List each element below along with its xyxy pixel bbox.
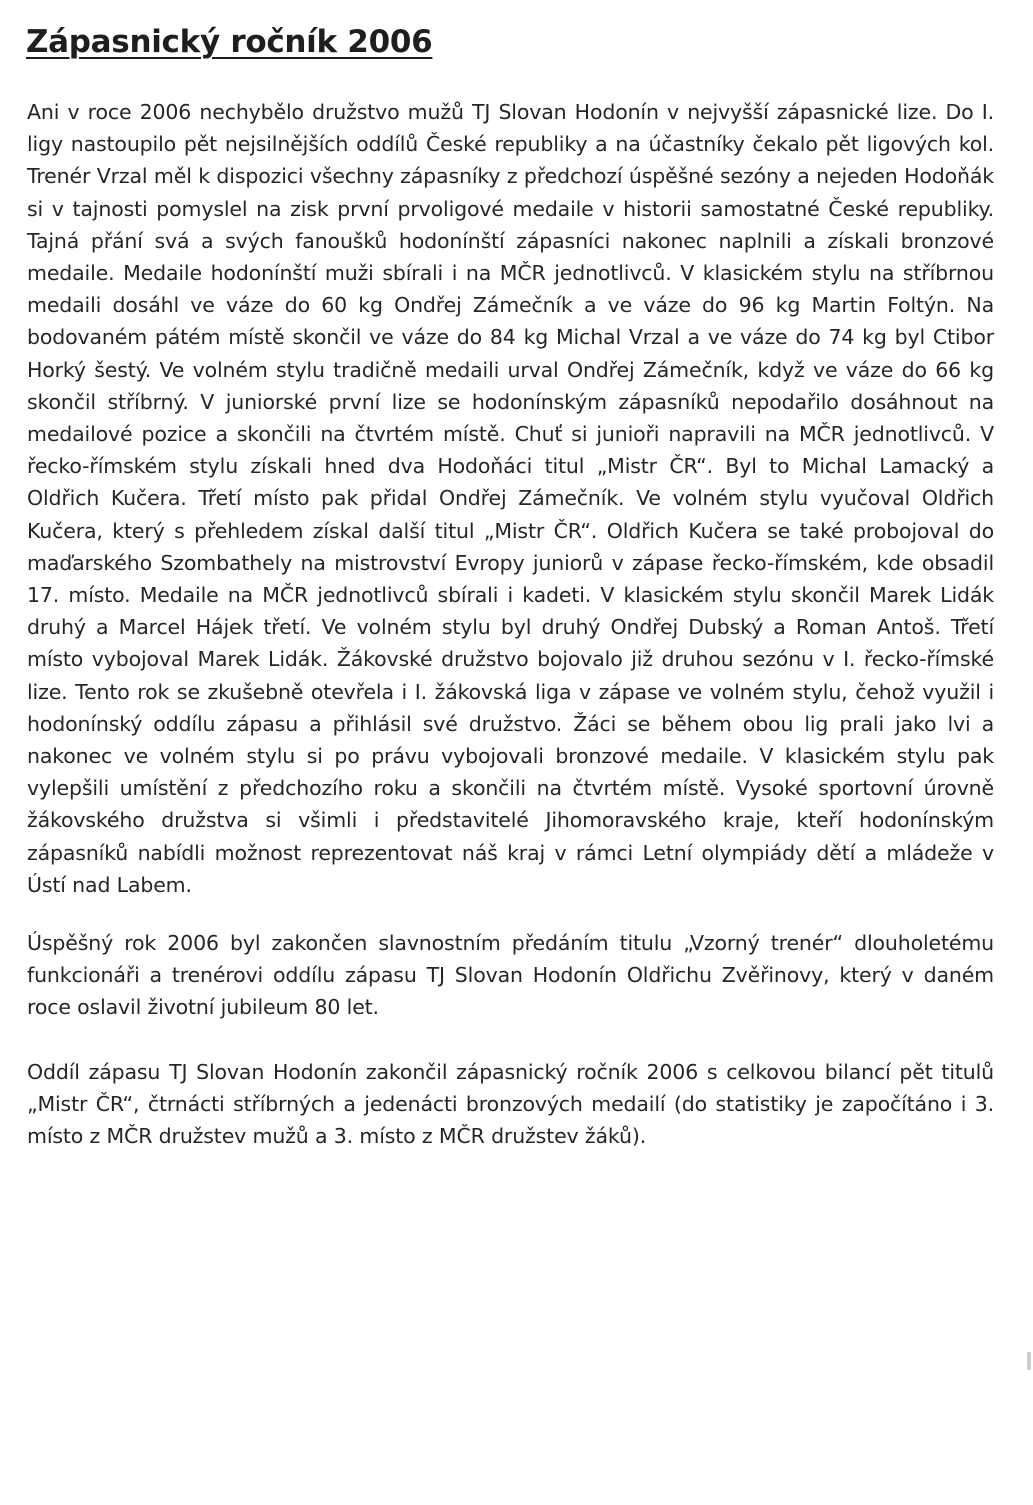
document-title: Zápasnický ročník 2006 [26,24,433,60]
scan-edge-mark [1027,1352,1031,1370]
paragraph-final-statistics: Oddíl zápasu TJ Slovan Hodonín zakončil zápasnický ročník 2006 s celkovou bilancí pět titulů „Mistr ČR“, čtrnácti stříbrných a jedenácti bronzových medailí (do statistiky je započítáno i 3. místo z MČR družstev mužů a 3. místo z MČR družstev žáků). [27,1060,994,1149]
paragraph-season-summary: Ani v roce 2006 nechybělo družstvo mužů TJ Slovan Hodonín v nejvyšší zápasnické lize. Do I. ligy nastoupilo pět nejsilnějších oddílů České republiky a na účastníky čekalo pět ligových kol. Trenér Vrzal měl k dispozici všechny zápasníky z předchozí úspěšné sezóny a nejeden Hodoňák si v tajnosti pomyslel na zisk první prvoligové medaile v historii samostatné České republiky. Tajná přání svá a svých fanoušků hodonínští zápasníci nakonec naplnili a získali bronzové medaile. Medaile hodonínští muži sbírali i na MČR jednotlivců. V klasickém stylu na stříbrnou medaili dosáhl ve váze do 60 kg Ondřej Zámečník a ve váze do 96 kg Martin Foltýn. Na bodovaném pátém místě skončil ve váze do 84 kg Michal Vrzal a ve váze do 74 kg byl Ctibor Horký šestý. Ve volném stylu tradičně medaili urval Ondřej Zámečník, když ve váze do 66 kg skončil stříbrný. V juniorské první lize se hodonínským zápasníků nepodařilo dosáhnout na medailové pozice a skončili na čtvrtém místě. Chuť si junioři napravili na MČR jednotlivců. V řecko-římském stylu získali hned dva Hodoňáci titul „Mistr ČR“. Byl to Michal Lamacký a Oldřich Kučera. Třetí místo pak přidal Ondřej Zámečník. Ve volném stylu vyučoval Oldřich Kučera, který s přehledem získal další titul „Mistr ČR“. Oldřich Kučera se také probojoval do maďarského Szombathely na mistrovství Evropy juniorů v zápase řecko-římském, kde obsadil 17. místo. Medaile na MČR jednotlivců sbírali i kadeti. V klasickém stylu skončil Marek Lidák druhý a Marcel Hájek třetí. Ve volném stylu byl druhý Ondřej Dubský a Roman Antoš. Třetí místo vybojoval Marek Lidák. Žákovské družstvo bojovalo již druhou sezónu v I. řecko-římské lize. Tento rok se zkušebně otevřela i I. žákovská liga v zápase ve volném stylu, čehož využil i hodonínský oddílu zápasu a přihlásil své družstvo. Žáci se během obou lig prali jako lvi a nakonec ve volném stylu si po právu vybojovali bronzové medaile. V klasickém stylu pak vylepšili umístění z předchozího roku a skončili na čtvrtém místě. Vysoké sportovní úrovně žákovského družstva si všimli i představitelé Jihomoravského kraje, kteří hodonínským zápasníků nabídli možnost reprezentovat náš kraj v rámci Letní olympiády dětí a mládeže v Ústí nad Labem. [27,100,994,897]
paragraph-coach-award: Úspěšný rok 2006 byl zakončen slavnostním předáním titulu „Vzorný trenér“ dlouholetému funkcionáři a trenérovi oddílu zápasu TJ Slovan Hodonín Oldřichu Zvěřinovy, který v daném roce oslavil životní jubileum 80 let. [27,931,994,1020]
